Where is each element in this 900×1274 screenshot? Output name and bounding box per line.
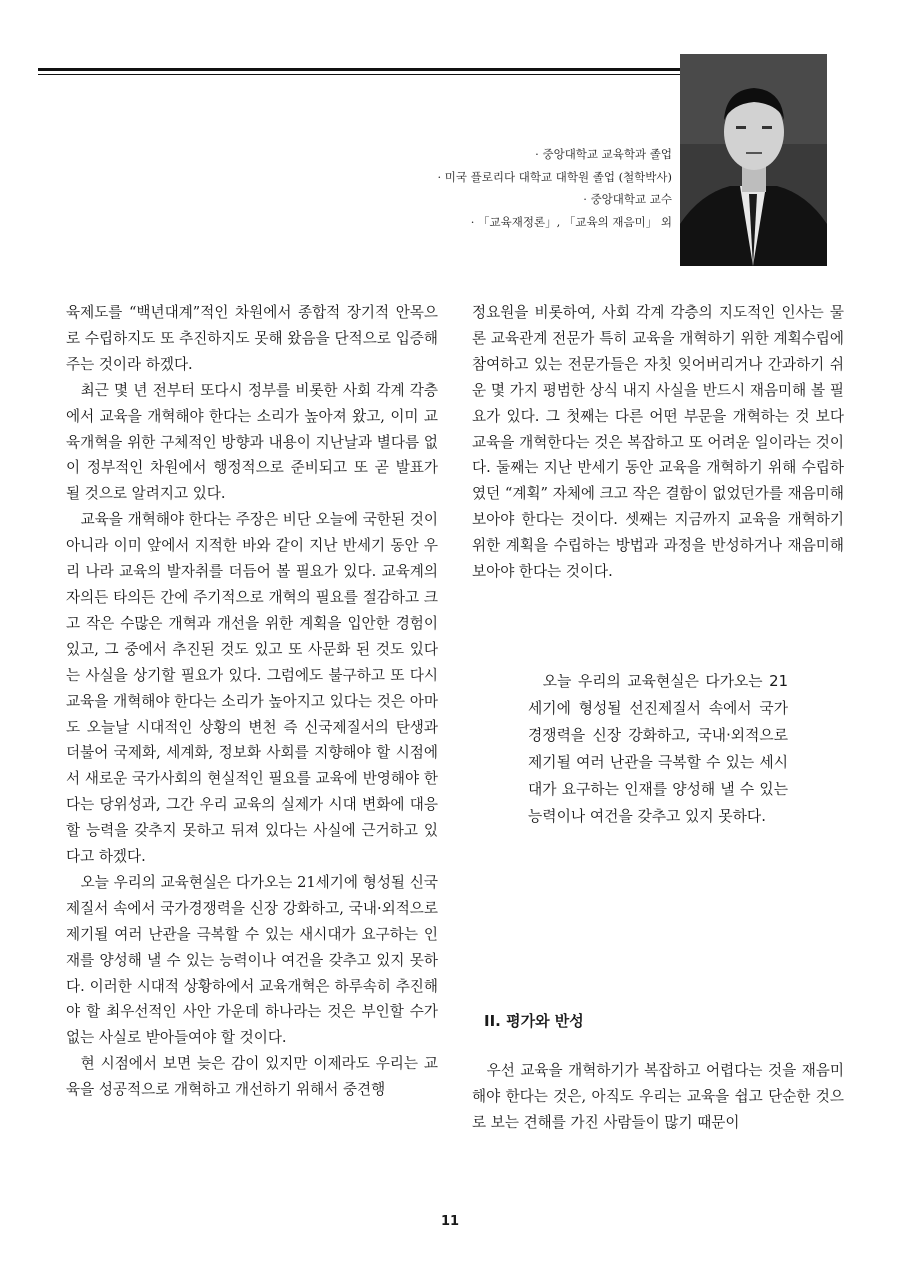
bio-line: · 「교육재정론」, 「교육의 재음미」 외 bbox=[470, 214, 672, 229]
paragraph: 우선 교육을 개혁하기가 복잡하고 어렵다는 것을 재음미해야 한다는 것은, 아직도 우리는 교육을 쉽고 단순한 것으로 보는 견해를 가진 사람들이 많기 때문이 bbox=[472, 1062, 844, 1131]
pull-quote-text: 오늘 우리의 교육현실은 다가오는 21세기에 형성될 선진제질서 속에서 국가경쟁력을 신장 강화하고, 국내·외적으로 제기될 여러 난관을 극복할 수 있는 세시대가 요구하는 인재를 양성해 낼 수 있는 능력이나 여건을 갖추고 있지 못하다. bbox=[528, 673, 788, 825]
paragraph: 최근 몇 년 전부터 또다시 정부를 비롯한 사회 각계 각층에서 교육을 개혁해야 한다는 소리가 높아져 왔고, 이미 교육개혁을 위한 구체적인 방향과 내용이 지난날과 별다름 없이 정부적인 차원에서 행정적으로 준비되고 또 곧 발표가 될 것으로 알려지고 있다. bbox=[66, 381, 438, 503]
paragraph: 오늘 우리의 교육현실은 다가오는 21세기에 형성될 신국제질서 속에서 국가경쟁력을 신장 강화하고, 국내·외적으로 제기될 여러 난관을 극복할 수 있는 새시대가 요구하는 인재를 양성해 낼 수 있는 능력이나 여건을 갖추고 있지 못하다. 이러한 시대적 상황하에서 교육개혁은 하루속히 추진해야 할 최우선적인 사안 가운데 하나라는 것은 부인할 수가 없는 사실로 받아들여야 할 것이다. bbox=[66, 873, 438, 1047]
paragraph: 육제도를 “백년대계”적인 차원에서 종합적 장기적 안목으로 수립하지도 또 추진하지도 못해 왔음을 단적으로 입증해 주는 것이라 하겠다. bbox=[66, 304, 438, 373]
right-column-bottom bbox=[472, 1058, 844, 1136]
paragraph: 정요원을 비롯하여, 사회 각계 각층의 지도적인 인사는 물론 교육관계 전문가 특히 교육을 개혁하기 위한 계획수립에 참여하고 있는 전문가들은 자칫 잊어버리거나 간과하기 쉬운 몇 가지 평범한 상식 내지 사실을 반드시 재음미해 볼 필요가 있다. 그 첫째는 다른 어떤 부문을 개혁하는 것 보다 교육을 개혁한다는 것은 복잡하고 또 어려운 일이라는 것이다. 둘째는 지난 반세기 동안 교육을 개혁하기 위해 수립하였던 “계획” 자체에 크고 작은 결함이 없었던가를 재음미해 보아야 한다는 것이다. 셋째는 지금까지 교육을 개혁하기 위한 계획을 수립하는 방법과 과정을 반성하거나 재음미해 보아야 한다는 것이다. bbox=[472, 304, 844, 581]
bio-line: · 중앙대학교 교수 bbox=[583, 192, 672, 206]
section-heading: II. 평가와 반성 bbox=[484, 1012, 584, 1030]
author-portrait-graphic bbox=[680, 54, 827, 266]
bio-line: · 미국 플로리다 대학교 대학원 졸업 (철학박사) bbox=[437, 169, 672, 184]
pull-quote bbox=[528, 668, 788, 830]
header-rule-thick bbox=[38, 68, 680, 71]
page-number: 11 bbox=[440, 1214, 460, 1229]
header-rule-thin bbox=[38, 74, 680, 75]
author-portrait bbox=[680, 54, 827, 266]
author-bio bbox=[312, 143, 672, 233]
paragraph: 현 시점에서 보면 늦은 감이 있지만 이제라도 우리는 교육을 성공적으로 개혁하고 개선하기 위해서 중견행 bbox=[66, 1055, 438, 1099]
bio-line: · 중앙대학교 교육학과 졸업 bbox=[535, 147, 672, 161]
paragraph: 교육을 개혁해야 한다는 주장은 비단 오늘에 국한된 것이 아니라 이미 앞에서 지적한 바와 같이 지난 반세기 동안 우리 나라 교육의 발자취를 더듬어 볼 필요가 있다. 교육계의 자의든 타의든 간에 주기적으로 개혁의 필요를 절감하고 크고 작은 수많은 개혁과 개선을 위한 계획을 입안한 경험이 있고, 그 중에서 추진된 것도 있고 또 사문화 된 것도 있다는 사실을 상기할 필요가 있다. 그럼에도 불구하고 또 다시 교육을 개혁해야 한다는 소리가 높아지고 있다는 것은 아마도 오늘날 시대적인 상황의 변천 즉 신국제질서의 탄생과 더불어 국제화, 세계화, 정보화 사회를 지향해야 할 시점에서 새로운 국가사회의 현실적인 필요를 교육에 반영해야 한다는 당위성과, 그간 우리 교육의 실제가 시대 변화에 대응할 능력을 갖추지 못하고 뒤져 있다는 사실에 근거하고 있다고 하겠다. bbox=[66, 511, 438, 866]
right-column-top bbox=[472, 300, 844, 585]
left-column bbox=[66, 300, 438, 1103]
